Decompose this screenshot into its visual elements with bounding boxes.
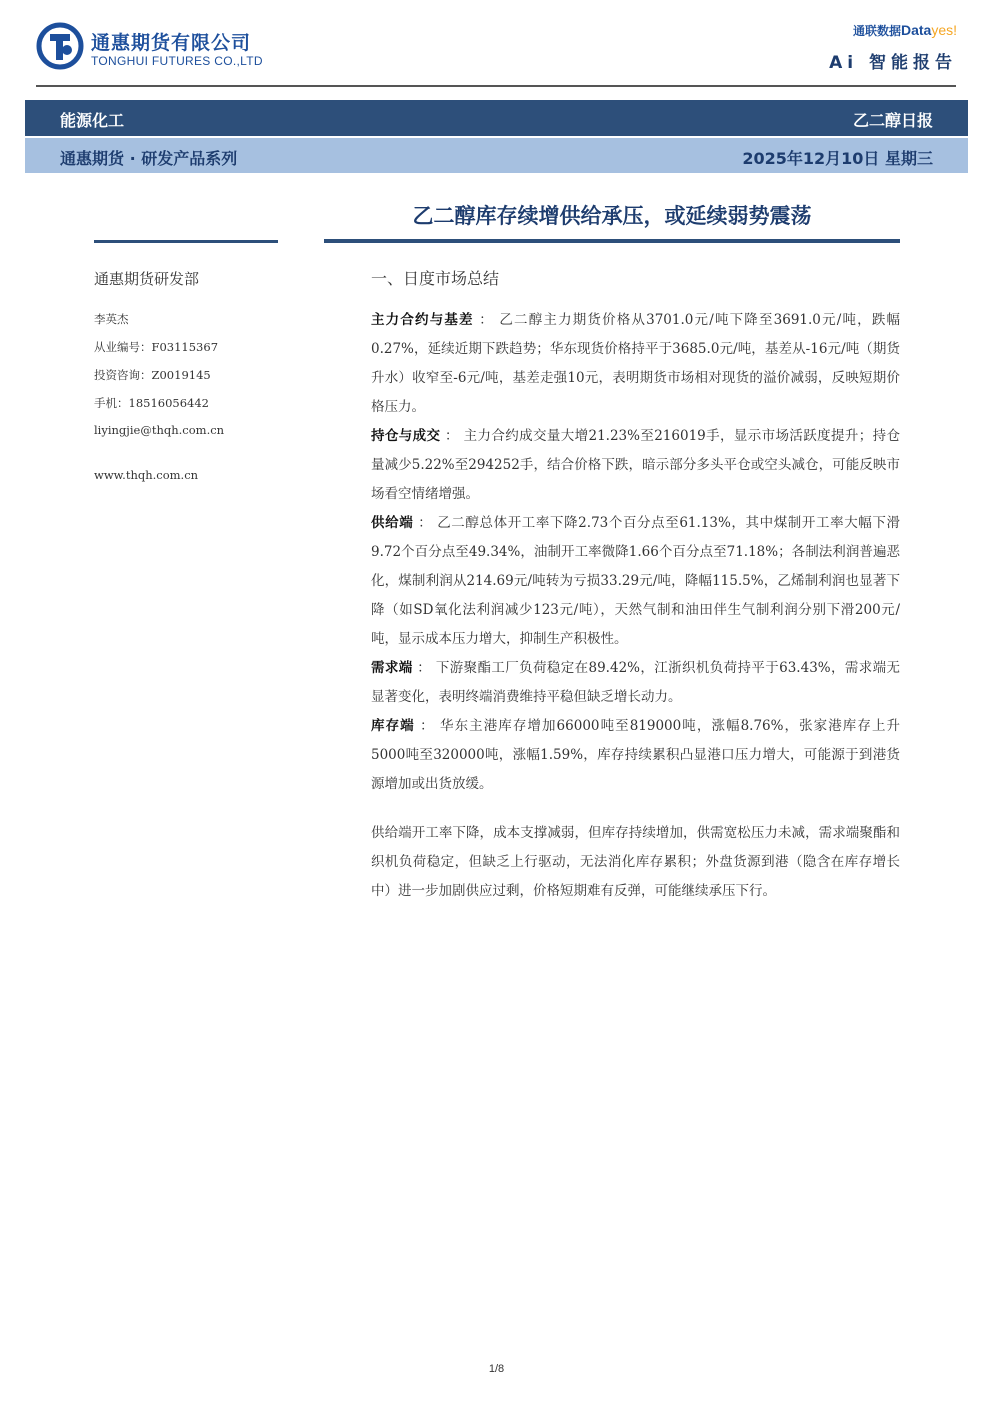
paragraph-text: ： 下游聚酯工厂负荷稳定在89.42%，江浙织机负荷持平于63.43%，需求端无显著变化，表明终端消费维持平稳但缺乏增长动力。 — [371, 660, 900, 705]
license-number: 从业编号：F03115367 — [94, 340, 219, 354]
banner-bottom — [25, 138, 968, 173]
header-divider — [36, 85, 956, 87]
sidebar — [94, 268, 294, 482]
department-name: 通惠期货研发部 — [94, 270, 200, 288]
paragraph-position-volume — [371, 422, 900, 509]
report-type: 乙二醇日报 — [852, 111, 933, 130]
sector-label: 能源化工 — [60, 111, 125, 130]
paragraph-label: 库存端 — [371, 718, 415, 734]
paragraph-label: 供给端 — [371, 515, 414, 531]
phone-number: 手机：18516056442 — [94, 396, 209, 410]
paragraph-text: ： 乙二醇总体开工率下降2.73个百分点至61.13%，其中煤制开工率大幅下滑9.72个百分点至49.34%，油制开工率微降1.66个百分点至71.18%；各制法利润普遍恶化，煤制利润从214.69元/吨转为亏损33.29元/吨，降幅115.5%，乙烯制利润也显著下降（如SD氧化法利润减少123元/吨），天然气制和油田伴生气制利润分别下滑200元/吨，显示成本压力增大，抑制生产积极性。 — [371, 515, 901, 647]
page-number: 1/8 — [488, 1363, 505, 1375]
email-address: liyingjie@thqh.com.cn — [94, 423, 225, 437]
paragraph-demand — [371, 654, 900, 712]
title-divider — [324, 239, 900, 243]
paragraph-text: ： 华东主港库存增加66000吨至819000吨，涨幅8.76%，张家港库存上升5000吨至320000吨，涨幅1.59%，库存持续累积凸显港口压力增大，可能源于到港货源增加或出货放缓。 — [371, 718, 901, 792]
conclusion-paragraph: 供给端开工率下降，成本支撑减弱，但库存持续增加，供需宽松压力未减，需求端聚酯和织机负荷稳定，但缺乏上行驱动，无法消化库存累积；外盘货源到港（隐含在库存增长中）进一步加剧供应过剩，价格短期难有反弹，可能继续承压下行。 — [371, 825, 900, 899]
paragraph-supply — [371, 509, 900, 654]
datayes-logo — [853, 22, 957, 39]
sidebar-divider — [94, 240, 278, 243]
paragraph-text: ： 主力合约成交量大增21.23%至216019手，显示市场活跃度提升；持仓量减少5.22%至294252手，结合价格下跌，暗示部分多头平仓或空头减仓，可能反映市场看空情绪增强。 — [371, 428, 901, 502]
tonghui-logo-icon — [36, 22, 84, 70]
paragraph-label: 持仓与成交 — [371, 428, 441, 444]
main-content — [371, 266, 900, 906]
banner-top — [25, 100, 968, 136]
website-link: www.thqh.com.cn — [94, 468, 199, 482]
datayes-yes: yes! — [931, 22, 957, 38]
brand-name-cn: 通惠期货有限公司 — [91, 32, 252, 54]
datayes-cn: 通联数据 — [852, 24, 901, 38]
report-date: 2025年12月10日 星期三 — [742, 149, 933, 168]
paragraph-futures-basis — [371, 306, 900, 422]
paragraph-label: 需求端 — [371, 660, 413, 676]
section-heading: 一、日度市场总结 — [371, 269, 500, 288]
paragraph-text: ： 乙二醇主力期货价格从3701.0元/吨下降至3691.0元/吨，跌幅0.27%，延续近期下跌趋势；华东现货价格持平于3685.0元/吨，基差从-16元/吨（期货升水）收窄至-6元/吨，基差走强10元，表明期货市场相对现货的溢价减弱，反映短期价格压力。 — [371, 312, 901, 415]
series-label: 通惠期货 · 研发产品系列 — [60, 149, 238, 168]
datayes-data: Data — [900, 22, 932, 38]
analyst-name: 李英杰 — [94, 312, 129, 326]
advisory-number: 投资咨询：Z0019145 — [94, 368, 211, 382]
paragraph-label: 主力合约与基差 — [371, 312, 474, 328]
ai-report-label: Ai 智能报告 — [829, 53, 957, 73]
brand-name-en: TONGHUI FUTURES CO.,LTD — [91, 54, 263, 68]
report-title: 乙二醇库存续增供给承压，或延续弱势震荡 — [412, 204, 812, 228]
paragraph-inventory — [371, 712, 900, 799]
